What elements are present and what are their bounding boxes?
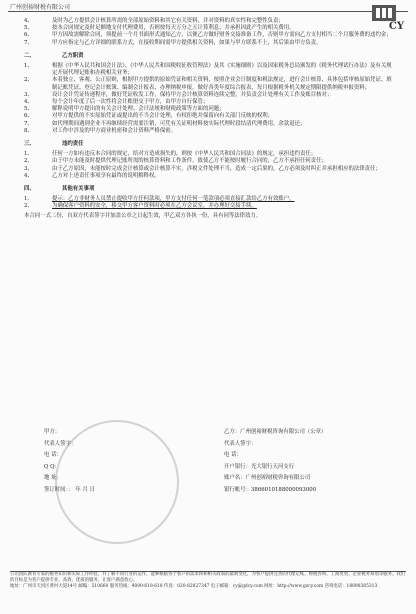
footer-text-2: 地址：广州市天河区黄村大道14号 邮编：510660 服务热线：4000-618-618 传真：020-82827347 电子邮箱：cy@gdcy.com 网址：http://www.gzcy.com 咨询电话：18898385313 [10,584,378,589]
signature-date-row: 签订时间：： 年 月 日 [44,486,95,493]
signature-label: Q Q： [44,463,60,470]
section-other-matters [24,196,396,220]
list-item: 7、 甲方应指定与乙方详细的联系方式，在接收期间需甲方提供相关资料，如果与甲方联系不上，其后果由甲方负责。 [24,39,322,46]
party-b-signature [224,427,414,496]
header-company-name: 广州创裕财税有限公司 [10,4,71,11]
signature-label: 账户名：广州创裕财税咨询有限公司 [224,475,311,481]
list-item: 2、 由于甲方未能及时提供代理记账所需的核算资料和工作条件，致使乙方不能按时履行合同的，乙方不承担任何责任； [24,158,327,165]
signature-label: 开户银行：光大银行天河支行 [224,463,295,470]
section-client-duties [24,18,396,47]
section-heading: 四、 其他有关事项 [24,186,95,193]
section-liability [24,151,396,180]
signature-label: 乙方：广州创裕财税咨询有限公司（公章） [224,429,327,435]
section-heading: 三、 违约责任 [24,141,84,148]
header-divider [8,11,408,12]
signature-label: 代表人签字： [224,440,257,447]
signature-label: 代表人签字： [44,440,77,447]
list-item: 8、 对工作中涉及的甲方商业机密和会计资料严格保密。 [24,127,176,134]
party-a-signature [44,427,194,496]
document-footer [10,568,406,590]
section-provider-duties [24,63,396,135]
signature-label: 电 话： [224,452,242,458]
list-item: 1、 根据《中华人民共和国会计法》、《中华人民共和国税收征收管理法》及其《实施细则》以及国家税务总局颁发的《税务代理试行办法》及有关规定开展代理记账和办税相关业务； [24,63,392,77]
list-item: 2、 为确保客户资料的安全，移交甲方客户资料时必须在乙方会议室，并办理好交接手续。 [24,203,257,210]
closing-statement: 本合同一式二份，自双方代表签字并加盖公章之日起生效，甲乙双方各执一份，具有同等法律效力。 [24,212,262,219]
list-item: 7、 如代理期间遇到企业不再继续经营需要注销，可凭有关证明材料按实际代理时段结清代理费用，余款退还； [24,120,306,127]
list-item: 5、 按本合同规定及时足额地支付代理费用，否则按每天万分之五计算利息，并承担因此产生的相关费用。 [24,25,295,32]
list-item: 6、 对甲方提供的不实原始凭证或提出的不当会计处理，有权拒绝并保留向有关部门反映的权利； [24,113,274,120]
signature-label: 甲方： [44,429,61,435]
list-item: 4、 及时为乙方提供会计核算所需的全部原始资料和其它有关资料，并对资料的真实性和完整性负责； [24,18,284,24]
list-item: 5、 解释说明甲方提出的有关会计处理、会计法规和财税政策等方面的问题； [24,106,225,113]
signature-label: 银行帐号：3866010188000093000 [224,486,317,493]
contract-body [24,18,396,222]
signature-label: 电 话： [44,452,62,458]
logo-letters: CY [388,21,404,32]
list-item: 4、 乙方对上述责任事项享有最终的说明解释权。 [24,172,160,179]
signature-label: 地 址： [44,475,62,481]
list-item: 4、 每个会计年度了后一次性将会计账册交于甲方，由甲方自行保管； [24,99,209,106]
list-item: 2、 本着独立、客观、公正原则，根据甲方提供的原始凭证和相关资料，按照企业会计制度和税法规定，进行会计核算，具体包括审核原始凭证、填制记账凭证、登记会计账簿、编制会计报表、办理纳税申报，做好各类年度综合报表，每月根据税务机关规定期限提供纳税申报资料； [24,77,392,91]
document-header [0,0,416,12]
list-item: 1、 提示：乙方非财务人员禁止提收甲方任何款项，甲方支付任何一笔款项必须直接汇款给乙方有效账户。 [24,196,295,203]
section-heading: 二、 乙方职责 [24,52,84,59]
list-item: 6、 甲方因故需解除合同，须提前一个月书面形式通知乙方，以便乙方做好财务交接准备工作，否则甲方需向乙方支付相当二个月服务费的违约金； [24,32,392,39]
signature-block [24,427,396,527]
list-item: 3、 由于乙方原因，未能按时完成会计核算或会计核算不实，涉税文件处理不当，造成一定后果的，乙方必须及时纠正并承担相应的法律责任； [24,165,381,172]
list-item: 1、 任何一方如有违反本合同的规定，给对方造成损失的，则按《中华人民共和国合同法》的规定，承担违约责任； [24,151,317,158]
list-item: 3、 设计会计凭证传递程序，做好凭证收发工作，保持甲方会计核算资料连续完整，并负责会计处理有关工作及账目核对； [24,91,333,98]
footer-text-1: 公司团队教育专家的税务知识和实际工作经验，并了解不同行业的运作，能够根据各个客户的需求和和相关政策的最新变化，为客户提供完善的代理记账、财税咨询、工商变更、企业税务筹划等服务。我们的目标是为客户提供专业、高效、优质的服务，让客户满意放心。 [10,572,406,583]
